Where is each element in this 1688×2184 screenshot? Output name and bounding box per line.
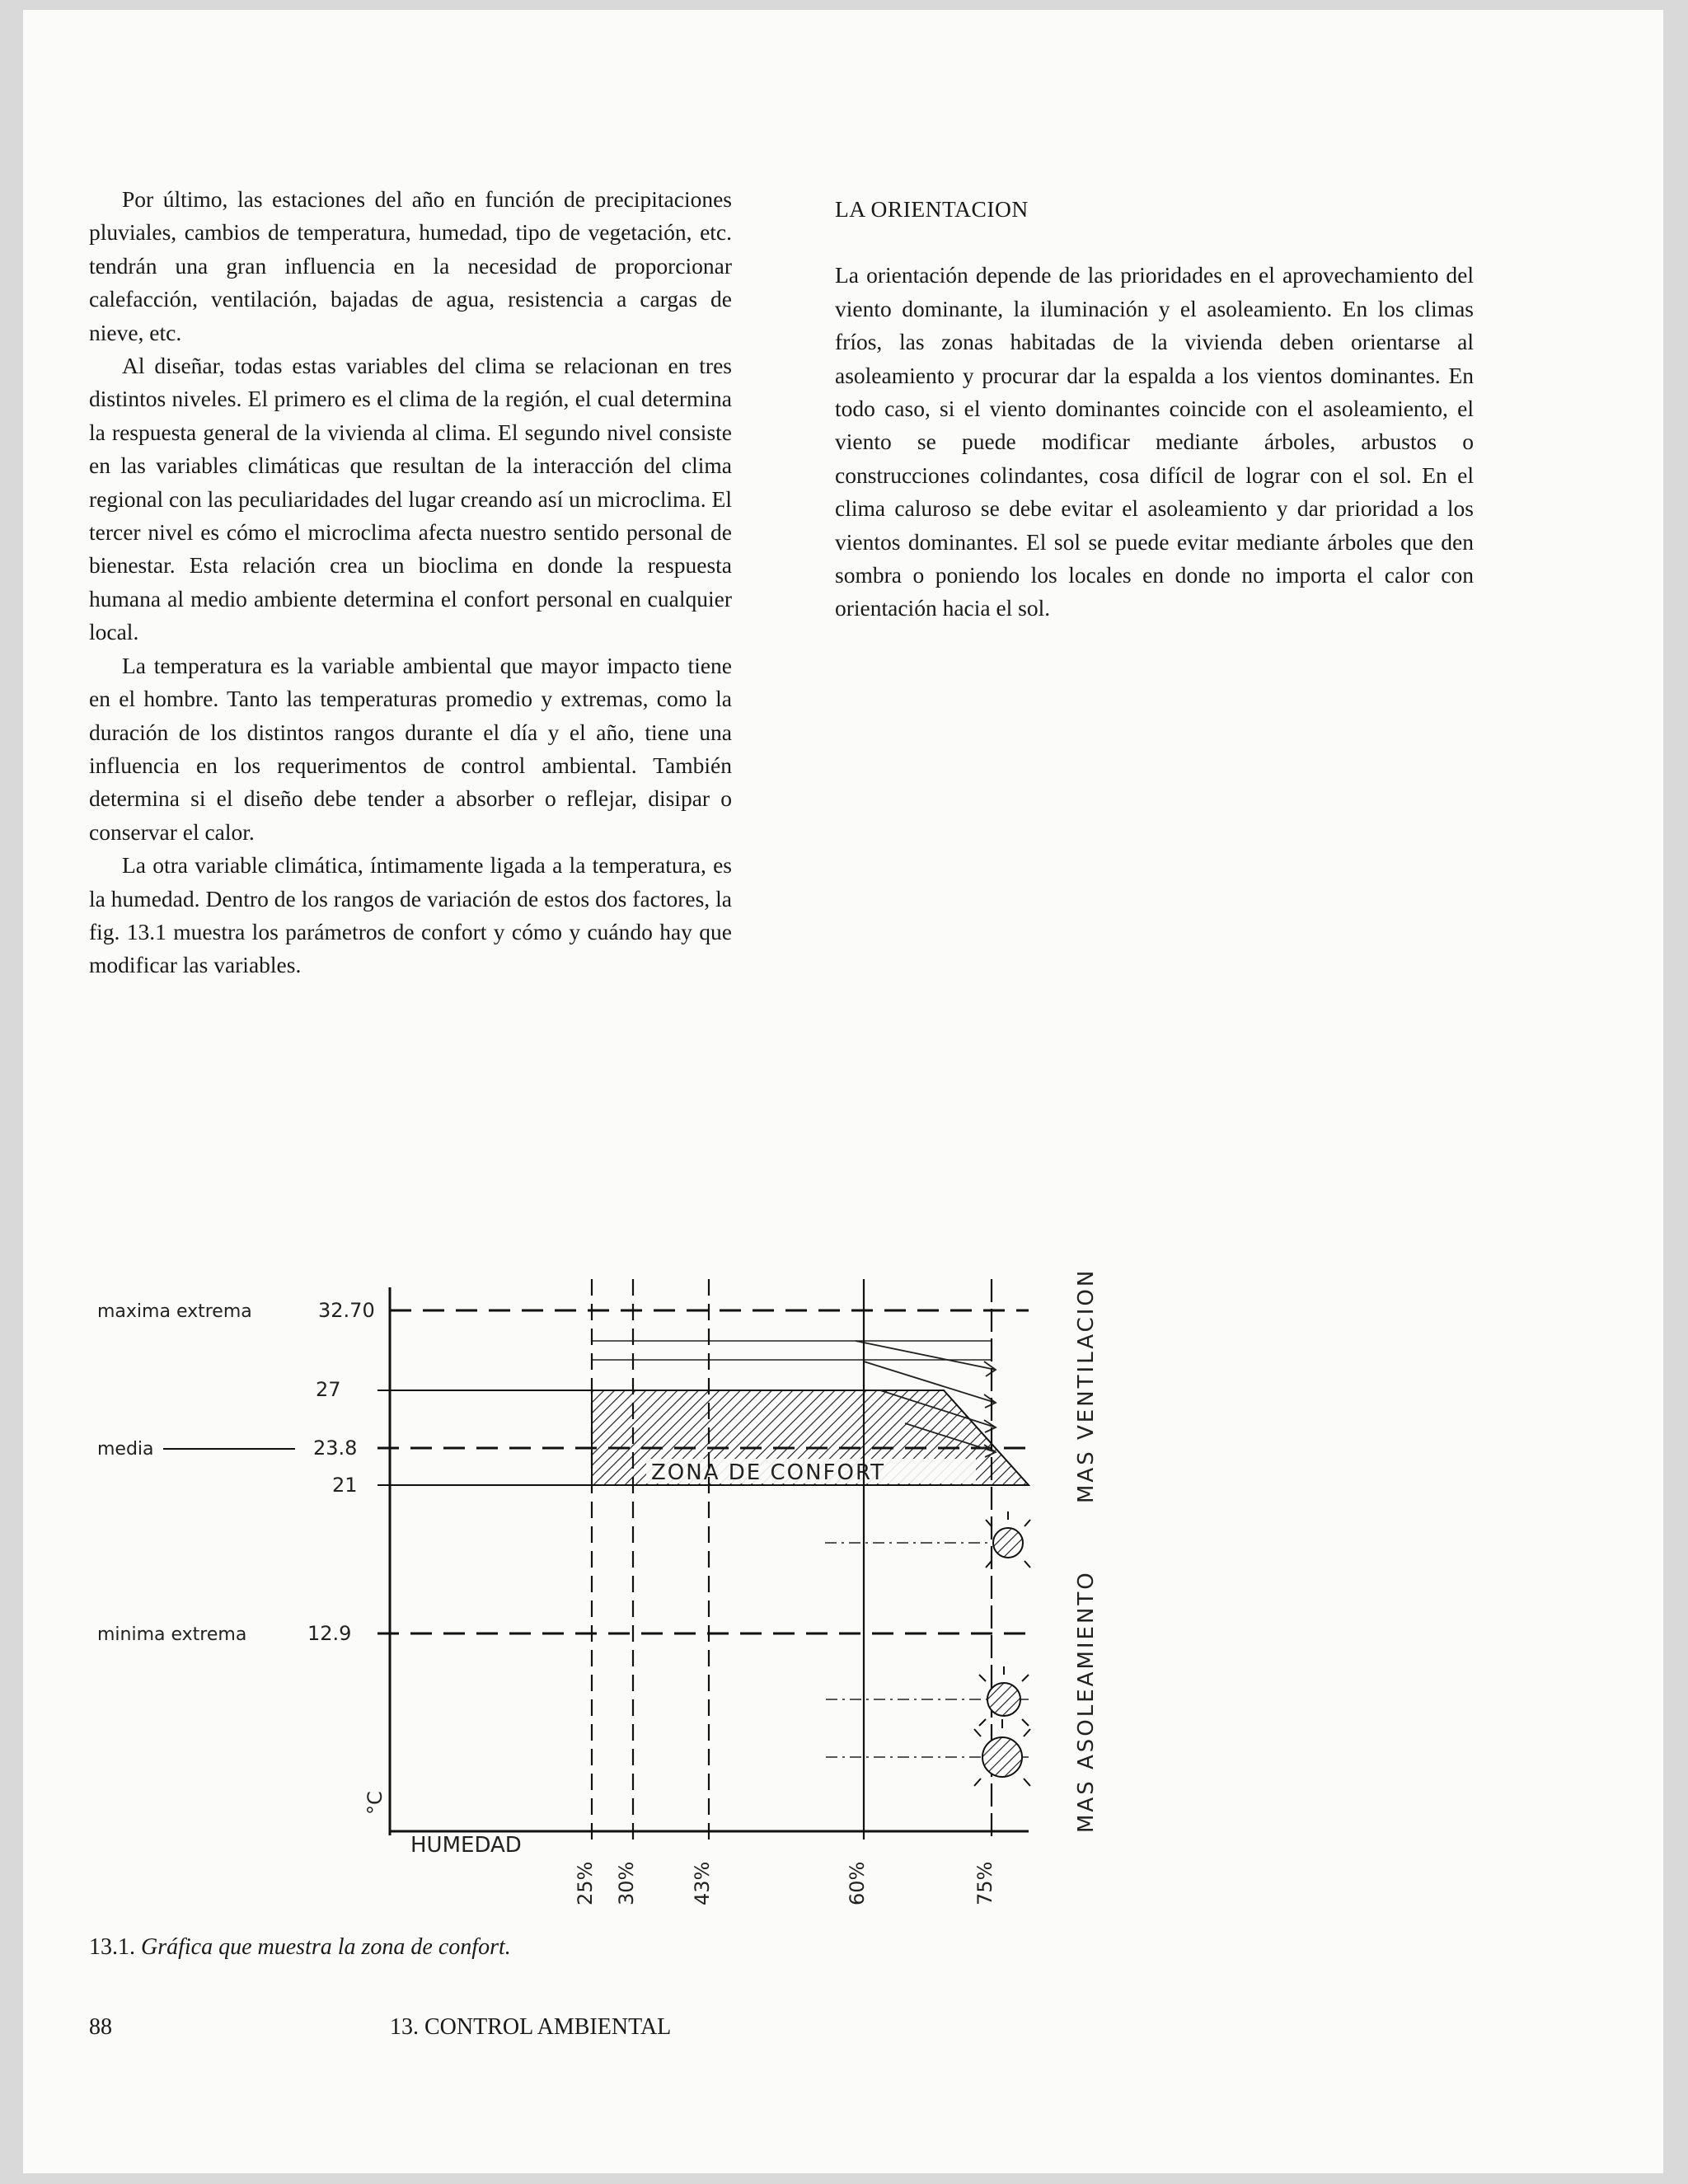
orientation-paragraph: La orientación depende de las prioridades en el aprovechamiento del viento dominante, la iluminación y el asoleamiento. En los climas fríos, las zonas habitadas de la vivienda deben orientarse al asoleamiento y procurar dar la espalda a los vientos dominantes. En todo caso, si el viento dominantes coincide con el asoleamiento, el viento se puede modificar mediante árboles, arbustos o construcciones colindantes, cosa difícil de lograr con el sol. En el clima caluroso se debe evitar el asoleamiento y dar prioridad a los vientos dominantes. El sol se puede evitar mediante árboles que den sombra o poniendo los locales en donde no importa el calor con orientación hacia el sol. [835, 262, 1474, 621]
paragraph-4: La otra variable climática, íntimamente ligada a la temperatura, es la humedad. Dentro de los rangos de variación de estos dos factores, la fig. 13.1 muestra los parámetros de confort y cómo y cuándo hay que modificar las variables. [89, 852, 732, 978]
label-media: media [97, 1439, 154, 1460]
caption-number: 13.1. [89, 1934, 135, 1960]
page-number: 88 [89, 2014, 112, 2040]
unit-label: °C [363, 1791, 387, 1815]
side-label-ventilation: MAS VENTILACION [1074, 1268, 1099, 1503]
value-max: 32.70 [318, 1299, 375, 1322]
paragraph-2: Al diseñar, todas estas variables del clima se relacionan en tres distintos niveles. El primero es el clima de la región, el cual determina la respuesta general de la vivienda al clima. El segundo nivel consiste en las variables climáticas que resultan de la interacción del clima regional con las peculiaridades del lugar creando así un microclima. El tercer nivel es cómo el microclima afecta nuestro sentido personal de bienestar. Esta relación crea un bioclima en donde la respuesta humana al medio ambiente determina el confort personal en cualquier local. [89, 353, 732, 645]
page [23, 10, 1663, 2173]
value-media: 23.8 [313, 1436, 358, 1460]
caption-text: Gráfica que muestra la zona de confort. [141, 1934, 511, 1960]
chapter-title: 13. CONTROL AMBIENTAL [390, 2014, 672, 2040]
x-axis-label: HUMEDAD [410, 1833, 522, 1858]
tick-43: 43% [691, 1861, 714, 1905]
paragraph-3: La temperatura es la variable ambiental que mayor impacto tiene en el hombre. Tanto las temperaturas promedio y extremas, como la duración de los distintos rangos durante el día y el año, tiene una influencia en los requerimentos de control ambiental. También determina si el diseño debe tender a absorber o reflejar, disipar o conservar el calor. [89, 652, 732, 845]
side-label-sun: MAS ASOLEAMIENTO [1074, 1570, 1099, 1833]
tick-60: 60% [846, 1861, 869, 1905]
sun-icon [974, 1719, 1030, 1786]
tick-75: 75% [973, 1861, 996, 1905]
paragraph-1: Por último, las estaciones del año en función de precipitaciones pluviales, cambios de temperatura, humedad, tipo de vegetación, etc. tendrán una gran influencia en la necesidad de proporcionar calefacción, ventilación, bajadas de agua, resistencia a cargas de nieve, etc. [89, 186, 732, 345]
label-min: minima extrema [97, 1624, 247, 1645]
label-max: maxima extrema [97, 1301, 252, 1322]
right-column [835, 183, 1474, 626]
tick-30: 30% [615, 1861, 638, 1905]
zone-label: ZONA DE CONFORT [651, 1460, 886, 1485]
section-heading: LA ORIENTACION [835, 196, 1029, 222]
comfort-zone-diagram [97, 1246, 1111, 1922]
sun-icon [979, 1666, 1029, 1726]
value-27: 27 [316, 1378, 341, 1401]
tick-25: 25% [574, 1861, 597, 1905]
value-min: 12.9 [307, 1622, 352, 1645]
value-21: 21 [332, 1474, 358, 1497]
figure-caption [89, 1934, 511, 1961]
left-column [89, 183, 732, 982]
